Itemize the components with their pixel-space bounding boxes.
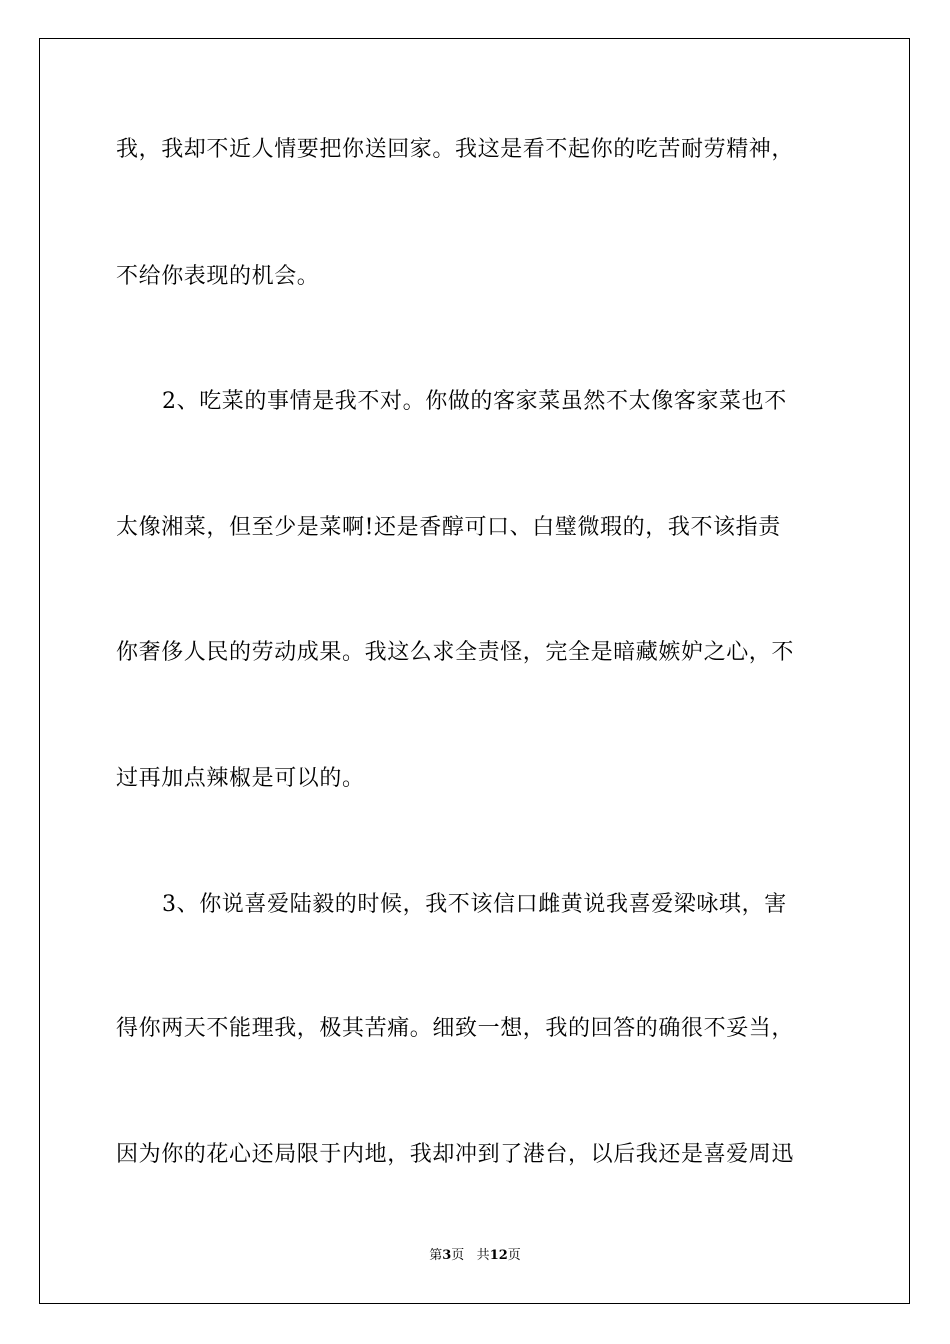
paragraph-line: 3、你说喜爱陆毅的时候，我不该信口雌黄说我喜爱梁咏琪，害: [162, 892, 787, 917]
paragraph-line: 太像湘菜，但至少是菜啊!还是香醇可口、白璧微瑕的，我不该指责: [116, 515, 781, 540]
footer-prefix: 第: [429, 1248, 443, 1263]
paragraph-line: 不给你表现的机会。: [116, 264, 320, 289]
page-border: [39, 38, 910, 1304]
paragraph-line: 2、吃菜的事情是我不对。你做的客家菜虽然不太像客家菜也不: [162, 389, 787, 414]
paragraph-line: 得你两天不能理我，极其苦痛。细致一想，我的回答的确很不妥当，: [116, 1016, 795, 1041]
paragraph-line: 我，我却不近人情要把你送回家。我这是看不起你的吃苦耐劳精神，: [116, 137, 795, 162]
paragraph-line: 因为你的花心还局限于内地，我却冲到了港台，以后我还是喜爱周迅: [116, 1142, 795, 1167]
page-footer: [0, 1247, 950, 1265]
current-page-number: 3: [442, 1248, 452, 1263]
footer-total-prefix: 共: [476, 1248, 490, 1263]
footer-page-suffix: 页: [451, 1248, 465, 1263]
total-pages-number: 12: [489, 1248, 508, 1263]
paragraph-line: 你奢侈人民的劳动成果。我这么求全责怪，完全是暗藏嫉妒之心，不: [116, 640, 795, 665]
footer-total-suffix: 页: [507, 1248, 521, 1263]
paragraph-line: 过再加点辣椒是可以的。: [116, 766, 365, 791]
